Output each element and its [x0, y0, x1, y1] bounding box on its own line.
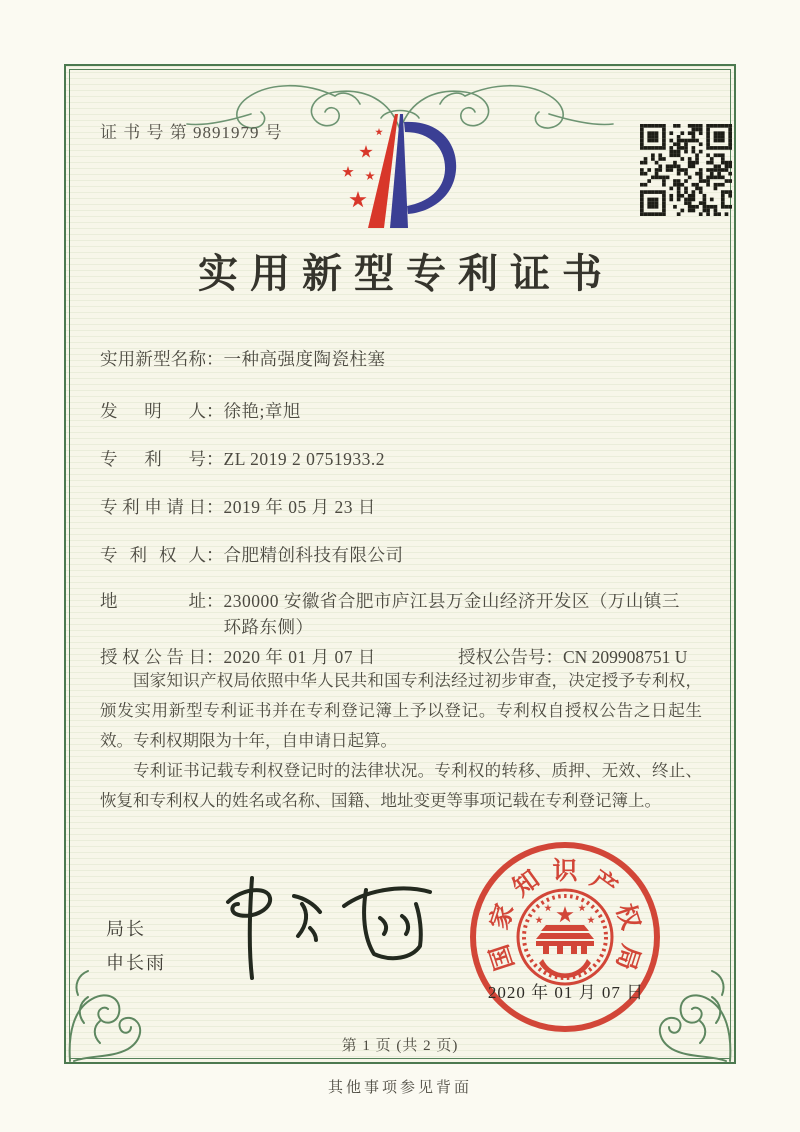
certificate-number: 证 书 号 第 9891979 号 — [100, 123, 283, 142]
back-side-note: 其他事项参见背面 — [327, 1080, 472, 1096]
seal-date: 2020 年 01 月 07 日 — [487, 983, 645, 1002]
field-colon: ： — [545, 647, 563, 667]
legal-paragraph-2: 专利证书记载专利权登记时的法律状况。专利权的转移、质押、无效、终止、恢复和专利权人的姓名或名称、国籍、地址变更等事项记载在专利登记簿上。 — [100, 761, 702, 810]
field-value: ZL 2019 2 0751933.2 — [223, 449, 385, 469]
commissioner-signature — [206, 866, 446, 986]
certificate-title: 实用新型专利证书 — [198, 251, 614, 296]
field-row-patentee — [100, 542, 704, 568]
field-label: 实用新型名称 — [100, 349, 206, 369]
field-label: 授权公告号 — [458, 647, 546, 667]
page-number: 第 1 页 (共 2 页) — [341, 1038, 459, 1054]
field-row-name — [100, 346, 704, 372]
field-colon: ： — [206, 401, 224, 421]
field-label: 专利申请日 — [100, 497, 206, 517]
field-value: 一种高强度陶瓷柱塞 — [223, 349, 386, 369]
legal-paragraph-1: 国家知识产权局依照中华人民共和国专利法经过初步审查，决定授予专利权，颁发实用新型专利证书并在专利登记簿上予以登记。专利权自授权公告之日起生效。专利权期限为十年，自申请日起算。 — [100, 671, 702, 750]
field-value: 合肥精创科技有限公司 — [223, 545, 404, 565]
seal-char: 国 — [486, 941, 520, 974]
commissioner-block — [106, 912, 166, 980]
field-colon: ： — [206, 647, 224, 667]
seal-char: 局 — [610, 941, 644, 974]
field-colon: ： — [206, 449, 224, 469]
field-label: 地址 — [100, 591, 206, 611]
field-row-inventor — [100, 398, 704, 424]
field-value: 徐艳;章旭 — [223, 401, 301, 421]
seal-char: 知 — [508, 865, 545, 903]
qr-code — [640, 124, 732, 216]
field-colon: ： — [206, 349, 224, 369]
commissioner-title: 局长 — [106, 919, 146, 939]
commissioner-name: 申长雨 — [106, 953, 166, 973]
field-label: 授权公告日 — [100, 647, 206, 667]
field-label: 专利权人 — [100, 545, 206, 565]
seal-char: 产 — [585, 865, 622, 903]
agency-seal — [465, 837, 665, 1037]
legal-text — [100, 666, 702, 816]
seal-char: 识 — [552, 858, 578, 885]
field-row-address — [100, 588, 704, 640]
seal-char: 家 — [486, 900, 520, 933]
field-value: 2020 年 01 月 07 日 — [223, 647, 376, 667]
field-label: 专利号 — [100, 449, 206, 469]
field-value: CN 209908751 U — [563, 647, 688, 667]
seal-char: 权 — [610, 900, 644, 933]
field-value: 2019 年 05 月 23 日 — [223, 497, 376, 517]
field-colon: ： — [206, 497, 224, 517]
field-row-patent-number — [100, 446, 704, 472]
field-colon: ： — [206, 545, 224, 565]
field-label: 发明人 — [100, 401, 206, 421]
cnipa-logo — [332, 110, 472, 232]
field-colon: ： — [206, 591, 224, 611]
certificate-frame — [64, 64, 736, 1064]
field-value: 230000 安徽省合肥市庐江县万金山经济开发区（万山镇三环路东侧） — [223, 591, 680, 637]
field-row-filing-date — [100, 494, 704, 520]
